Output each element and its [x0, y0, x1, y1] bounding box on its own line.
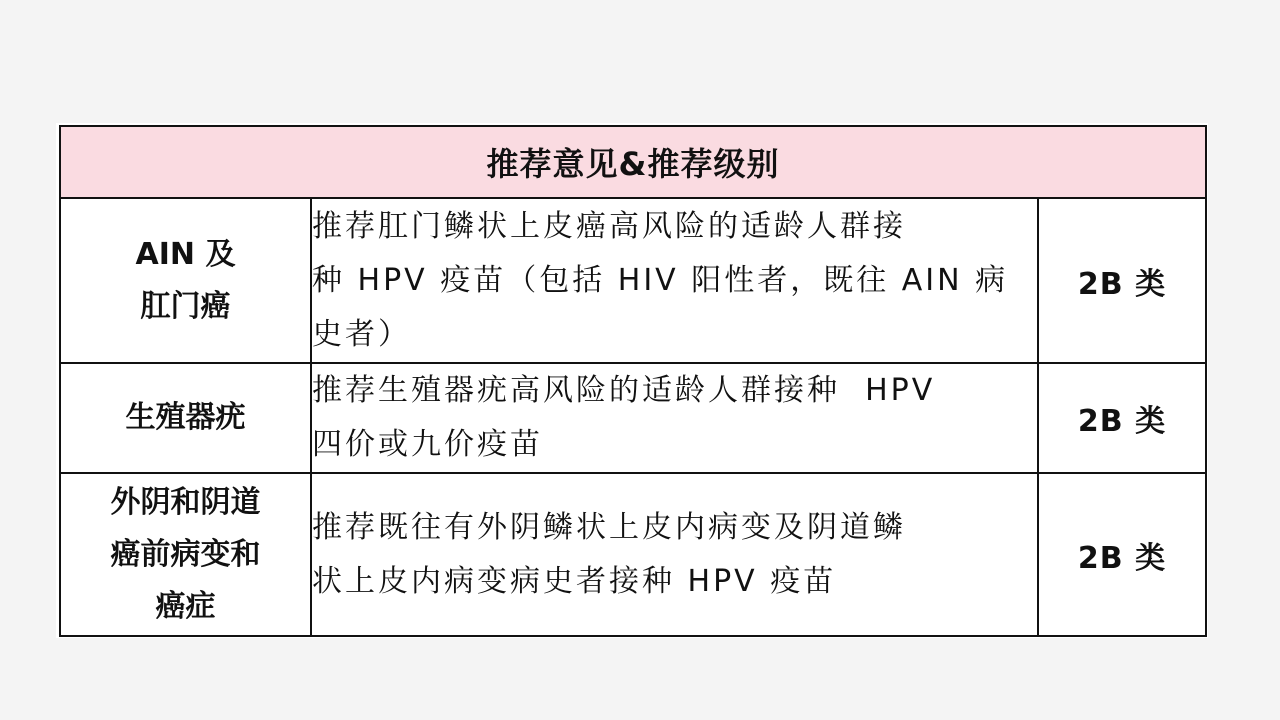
recommendation-cell [311, 473, 1038, 636]
recommendation-cell [311, 198, 1038, 363]
table-header: 推荐意见&推荐级别 [60, 126, 1206, 198]
category-line: 外阴和阴道 [110, 484, 261, 520]
category-line: 肛门癌 [140, 288, 231, 324]
grade-cell: 2B 类 [1038, 363, 1206, 473]
recommendation-line: 状上皮内病变病史者接种 HPV 疫苗 [312, 563, 837, 599]
recommendation-table [59, 125, 1207, 637]
category-line: 生殖器疣 [125, 400, 246, 435]
recommendation-line: 种 HPV 疫苗（包括 HIV 阳性者，既往 AIN 病 [312, 262, 1009, 298]
category-cell [60, 363, 311, 473]
category-line: AIN 及 [135, 236, 236, 272]
category-line: 癌症 [155, 588, 216, 624]
grade-cell: 2B 类 [1038, 198, 1206, 363]
table-header-row [60, 126, 1206, 198]
category-cell [60, 198, 311, 363]
recommendation-line: 推荐肛门鳞状上皮癌高风险的适龄人群接 [312, 208, 906, 244]
recommendation-line: 四价或九价疫苗 [312, 427, 543, 462]
recommendation-line: 推荐生殖器疣高风险的适龄人群接种 HPV [312, 373, 936, 408]
table-row [60, 198, 1206, 363]
category-line: 癌前病变和 [110, 536, 261, 572]
recommendation-cell [311, 363, 1038, 473]
grade-cell: 2B 类 [1038, 473, 1206, 636]
table-row [60, 363, 1206, 473]
table-row [60, 473, 1206, 636]
category-cell [60, 473, 311, 636]
recommendation-line: 推荐既往有外阴鳞状上皮内病变及阴道鳞 [312, 509, 906, 545]
recommendation-line: 史者） [312, 316, 411, 352]
